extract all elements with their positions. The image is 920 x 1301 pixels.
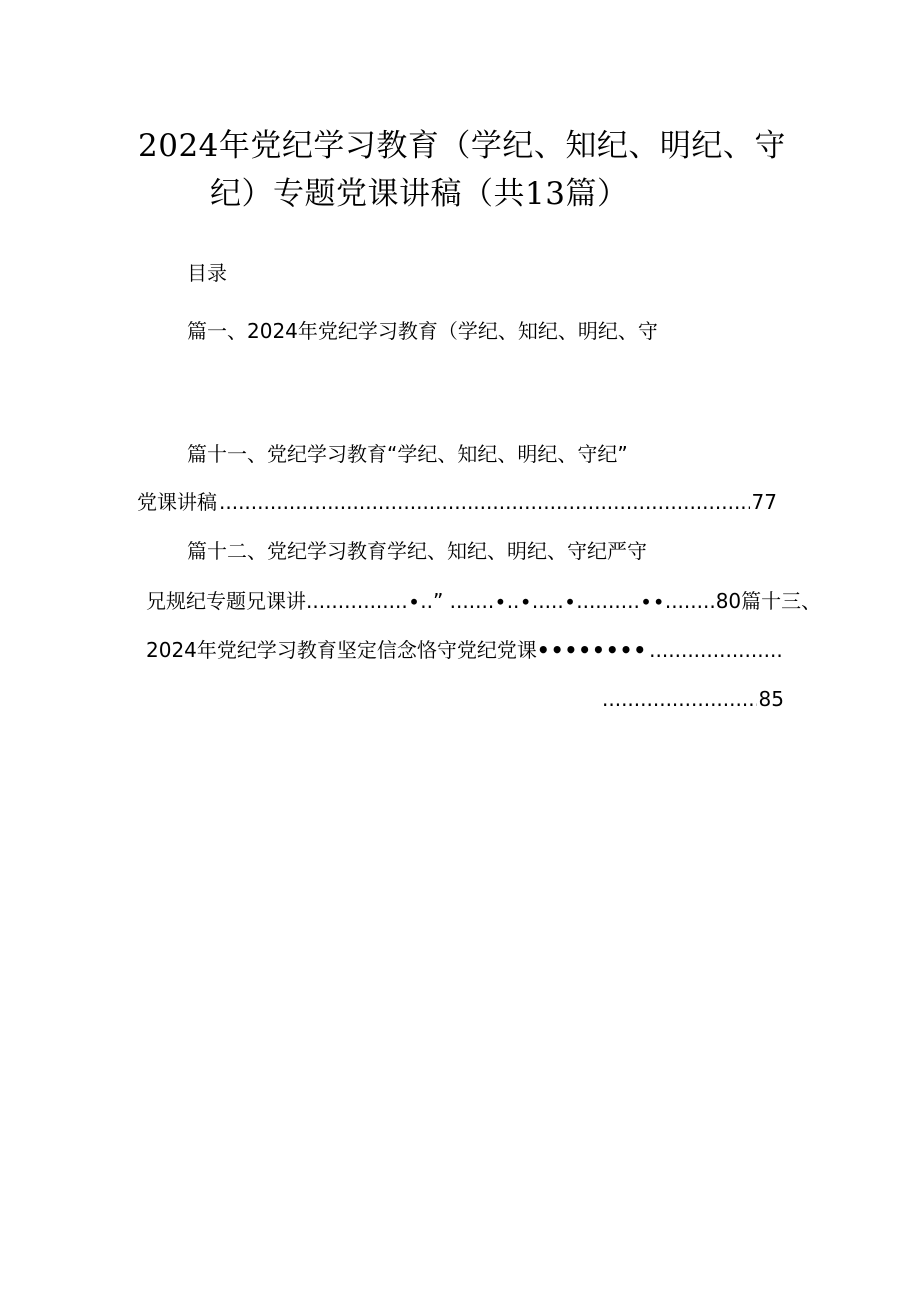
toc-entry-13-page: 85 [758, 687, 784, 711]
toc-entry-11-label: 党课讲稿 [137, 490, 217, 514]
document-title-line-1: 2024年党纪学习教育（学纪、知纪、明纪、守 [138, 128, 786, 164]
dot-leader [219, 488, 750, 516]
toc-entry-11-line-2[interactable] [137, 488, 777, 516]
toc-entry-12-line-1[interactable]: 篇十二、党纪学习教育学纪、知纪、明纪、守纪严守 [187, 539, 647, 563]
toc-entry-13-line-2[interactable] [600, 685, 784, 713]
toc-entry-12-line-2[interactable]: 兄规纪专题兄课讲................∙..” .......∙..∙.....∙..........∙∙........80篇十三、 [146, 589, 822, 613]
dot-leader [649, 636, 784, 664]
toc-entry-11-page: 77 [751, 490, 777, 514]
bold-dot-leader: •••••••• [536, 638, 648, 662]
document-title-line-2: 纪）专题党课讲稿（共13篇） [210, 176, 629, 212]
toc-entry-11-line-1[interactable]: 篇十一、党纪学习教育“学纪、知纪、明纪、守纪” [187, 442, 628, 466]
dot-leader [602, 685, 757, 713]
toc-entry-1[interactable]: 篇一、2024年党纪学习教育（学纪、知纪、明纪、守 [187, 319, 658, 343]
toc-heading: 目录 [187, 261, 227, 285]
toc-entry-13-label: 2024年党纪学习教育坚定信念恪守党纪党课 [146, 638, 537, 662]
toc-entry-13-line-1[interactable] [146, 636, 786, 664]
